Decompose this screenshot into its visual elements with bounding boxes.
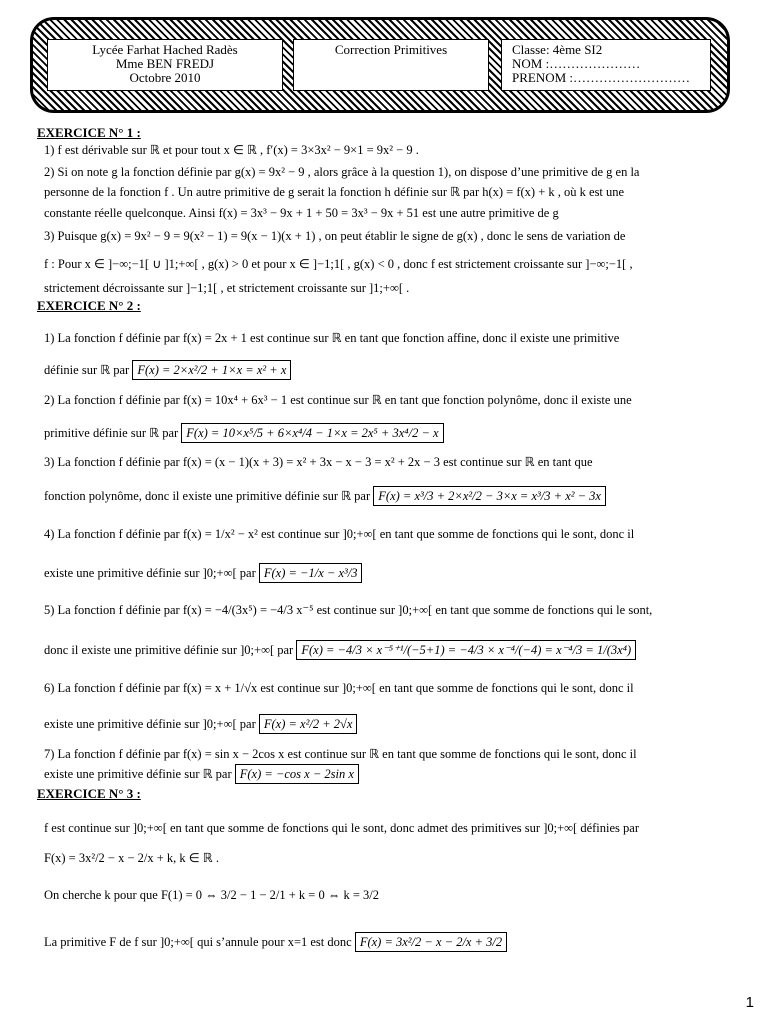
header-title-box xyxy=(293,39,489,91)
ex1-line: 2) Si on note g la fonction définie par g(x) = 9x² − 9 , alors grâce à la question 1), on dispose d’une primitive de g en la xyxy=(44,165,640,179)
ex2-line: 3) La fonction f définie par f(x) = (x − 1)(x + 3) = x² + 3x − x − 3 = x² + 2x − 3 est continue sur ℝ en tant que xyxy=(44,455,593,469)
teacher-name: Mme BEN FREDJ xyxy=(115,56,215,71)
answer-box: F(x) = −cos x − 2sin x xyxy=(235,764,359,784)
exercise-2-title: EXERCICE N° 2 : xyxy=(37,298,141,313)
nom-field: NOM :………………… xyxy=(512,56,641,71)
header-school-box xyxy=(47,39,283,91)
ex2-line xyxy=(44,423,720,443)
ex2-line: 1) La fonction f définie par f(x) = 2x + 1 est continue sur ℝ en tant que fonction affine, donc il existe une primitive xyxy=(44,331,620,345)
date: Octobre 2010 xyxy=(129,70,201,85)
exercise-1-title: EXERCICE N° 1 : xyxy=(37,125,141,140)
ex2-line: 5) La fonction f définie par f(x) = −4/(3x⁵) = −4/3 x⁻⁵ est continue sur ]0;+∞[ en tant que somme de fonctions qui le sont, xyxy=(44,603,653,617)
prenom-field: PRENOM :……………………… xyxy=(512,70,691,85)
doc-title: Correction Primitives xyxy=(334,42,448,57)
header-frame xyxy=(30,17,730,113)
ex3-line xyxy=(44,932,720,952)
answer-box: F(x) = 2×x²/2 + 1×x = x² + x xyxy=(132,360,291,380)
ex1-line: 3) Puisque g(x) = 9x² − 9 = 9(x² − 1) = 9(x − 1)(x + 1) , on peut établir le signe de g(x) , donc le sens de variation de xyxy=(44,229,626,243)
page-number: 1 xyxy=(745,994,754,1011)
ex1-line: strictement décroissante sur ]−1;1[ , et strictement croissante sur ]1;+∞[ . xyxy=(44,281,410,295)
answer-box: F(x) = x²/2 + 2√x xyxy=(259,714,358,734)
ex2-line xyxy=(44,360,720,380)
ex2-text: fonction polynôme, donc il existe une primitive définie sur ℝ par xyxy=(44,489,371,503)
ex2-line xyxy=(44,714,720,734)
ex2-line xyxy=(44,563,720,583)
ex2-line: 6) La fonction f définie par f(x) = x + 1/√x est continue sur ]0;+∞[ en tant que somme de fonctions qui le sont, donc il xyxy=(44,681,634,695)
answer-box: F(x) = x³/3 + 2×x²/2 − 3×x = x³/3 + x² − 3x xyxy=(373,486,606,506)
ex3-line: f est continue sur ]0;+∞[ en tant que somme de fonctions qui le sont, donc admet des primitives sur ]0;+∞[ définies par xyxy=(44,821,639,835)
ex2-line: 7) La fonction f définie par f(x) = sin x − 2cos x est continue sur ℝ en tant que somme de fonctions qui le sont, donc il xyxy=(44,747,637,761)
ex1-line: personne de la fonction f . Un autre primitive de g serait la fonction h définie sur ℝ par h(x) = f(x) + k , où k est une xyxy=(44,185,625,199)
ex2-line xyxy=(44,486,720,506)
ex2-text: définie sur ℝ par xyxy=(44,363,130,377)
answer-box: F(x) = −4/3 × x⁻⁵⁺¹/(−5+1) = −4/3 × x⁻⁴/(−4) = x⁻⁴/3 = 1/(3x⁴) xyxy=(296,640,636,660)
class-label: Classe: 4ème SI2 xyxy=(512,42,603,57)
ex2-text: existe une primitive définie sur ]0;+∞[ par xyxy=(44,717,256,731)
ex1-line: constante réelle quelconque. Ainsi f(x) = 3x³ − 9x + 1 + 50 = 3x³ − 9x + 51 est une autre primitive de g xyxy=(44,206,559,220)
ex3-line: On cherche k pour que F(1) = 0 ⇔ 3/2 − 1 − 2/1 + k = 0 ⇔ k = 3/2 xyxy=(44,888,379,902)
ex3-line: F(x) = 3x²/2 − x − 2/x + k, k ∈ ℝ . xyxy=(44,851,219,865)
school-name: Lycée Farhat Hached Radès xyxy=(92,42,238,57)
ex1-line: f : Pour x ∈ ]−∞;−1[ ∪ ]1;+∞[ , g(x) > 0 et pour x ∈ ]−1;1[ , g(x) < 0 , donc f est strictement croissante sur ]−∞;−1[ , xyxy=(44,257,633,271)
header-student-box xyxy=(501,39,711,91)
ex2-line: 4) La fonction f définie par f(x) = 1/x² − x² est continue sur ]0;+∞[ en tant que somme de fonctions qui le sont, donc il xyxy=(44,527,635,541)
ex2-text: existe une primitive définie sur ]0;+∞[ par xyxy=(44,566,256,580)
ex2-line xyxy=(44,764,720,784)
answer-box: F(x) = 10×x⁵/5 + 6×x⁴/4 − 1×x = 2x⁵ + 3x⁴/2 − x xyxy=(181,423,443,443)
ex1-line: 1) f est dérivable sur ℝ et pour tout x ∈ ℝ , f′(x) = 3×3x² − 9×1 = 9x² − 9 . xyxy=(44,143,419,157)
answer-box: F(x) = −1/x − x³/3 xyxy=(259,563,363,583)
ex2-line: 2) La fonction f définie par f(x) = 10x⁴ + 6x³ − 1 est continue sur ℝ en tant que fonction polynôme, donc il existe une xyxy=(44,393,632,407)
ex3-text: La primitive F de f sur ]0;+∞[ qui s’annule pour x=1 est donc xyxy=(44,935,352,949)
ex2-text: donc il existe une primitive définie sur ]0;+∞[ par xyxy=(44,643,294,657)
answer-box: F(x) = 3x²/2 − x − 2/x + 3/2 xyxy=(355,932,507,952)
ex2-text: primitive définie sur ℝ par xyxy=(44,426,179,440)
ex2-text: existe une primitive définie sur ℝ par xyxy=(44,767,232,781)
ex2-line xyxy=(44,640,720,660)
exercise-3-title: EXERCICE N° 3 : xyxy=(37,786,141,801)
